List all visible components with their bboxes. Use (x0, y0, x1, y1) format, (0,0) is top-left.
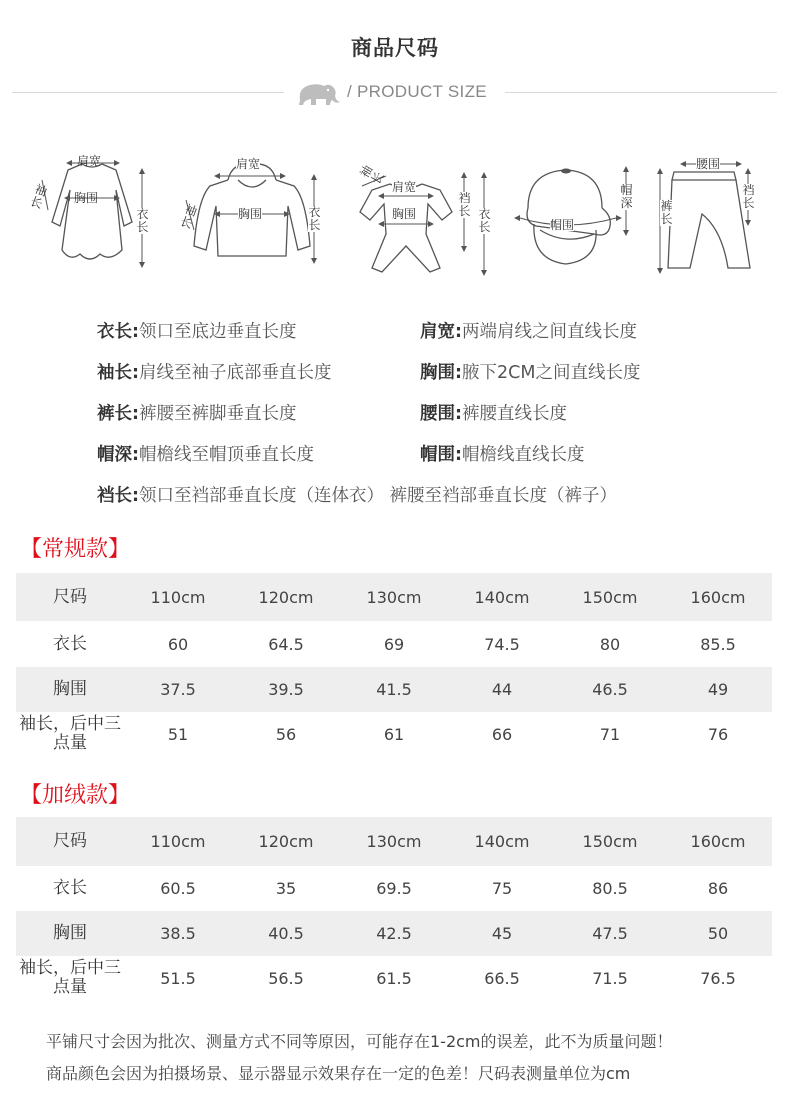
table-cell: 51 (167, 724, 189, 744)
divider-right (505, 92, 777, 93)
definition-item: 衣长:领口至底边垂直长度 (97, 322, 297, 342)
definition-item: 裤长:裤腰至裤脚垂直长度 (97, 404, 297, 424)
table-cell: 胸围 (53, 679, 87, 699)
dress-diagram (30, 150, 165, 280)
table-header-cell: 尺码 (53, 586, 87, 607)
table-cell: 60 (167, 634, 189, 654)
table-cell: 42.5 (376, 924, 412, 943)
pants-waist-label: 腰围 (696, 157, 721, 171)
table-row (16, 712, 772, 756)
fleece-size-table (16, 817, 772, 1000)
table-cell: 66.5 (484, 968, 520, 988)
table-cell: 39.5 (268, 680, 304, 699)
table-cell: 66 (491, 724, 513, 744)
table-cell: 胸围 (53, 923, 87, 943)
table-cell: 46.5 (592, 680, 628, 699)
table-cell: 69 (383, 634, 405, 654)
romper-shoulder-label: 肩宽 (392, 180, 417, 194)
table-cell: 衣长 (53, 878, 87, 898)
table-cell: 47.5 (592, 924, 628, 943)
table-header-cell: 110cm (150, 832, 206, 851)
table-cell: 76 (707, 724, 729, 744)
table-header-cell: 150cm (582, 832, 638, 851)
table-cell: 38.5 (160, 924, 196, 943)
hoodie-chest-label: 胸围 (238, 207, 263, 221)
divider-left (12, 92, 284, 93)
table-header-cell: 160cm (690, 832, 746, 851)
table-cell: 80.5 (592, 879, 628, 898)
definition-item: 胸围:腋下2CM之间直线长度 (420, 363, 641, 383)
elephant-icon (296, 80, 342, 106)
table-cell: 35 (275, 879, 297, 898)
measurement-diagrams (0, 140, 790, 290)
table-cell: 80 (599, 634, 621, 654)
table-cell: 56.5 (268, 968, 304, 988)
table-cell: 50 (707, 924, 729, 943)
table-row (16, 866, 772, 911)
hoodie-length-label: 衣长 (308, 205, 321, 232)
table-row (16, 667, 772, 712)
table-header-cell: 140cm (474, 832, 530, 851)
table-cell: 69.5 (376, 879, 412, 898)
table-header-cell: 尺码 (53, 831, 87, 851)
table-cell: 40.5 (268, 924, 304, 943)
table-header-cell: 130cm (366, 587, 422, 607)
table-cell: 衣长 (53, 633, 87, 654)
table-cell: 44 (491, 680, 513, 699)
definition-item: 帽围:帽檐线直线长度 (420, 445, 585, 465)
hat-circumference-label: 帽围 (550, 218, 575, 232)
pants-length-label: 裤长 (660, 199, 673, 226)
pants-diagram (652, 150, 772, 280)
dress-shoulder-label: 肩宽 (77, 154, 102, 168)
page-title: 商品尺码 (351, 36, 439, 60)
table-cell: 61 (383, 724, 405, 744)
table-cell: 76.5 (700, 968, 736, 988)
table-row (16, 911, 772, 956)
table-cell: 86 (707, 879, 729, 898)
table-header-cell: 140cm (474, 587, 530, 607)
table-cell: 75 (491, 879, 513, 898)
table-cell: 41.5 (376, 680, 412, 699)
definition-item: 肩宽:两端肩线之间直线长度 (420, 322, 637, 342)
table-header-cell: 120cm (258, 587, 314, 607)
regular-section-title: 【常规款】 (20, 537, 131, 562)
table-cell: 49 (707, 680, 729, 699)
table-cell: 51.5 (160, 968, 196, 988)
hat-illustration (510, 150, 640, 280)
table-row (16, 956, 772, 1000)
table-cell: 56 (275, 724, 297, 744)
subtitle-row (0, 80, 790, 106)
disclaimer-note: 平铺尺寸会因为批次、测量方式不同等原因，可能存在1-2cm的误差，此不为质量问题！ (46, 1032, 673, 1051)
table-header-cell: 130cm (366, 832, 422, 851)
table-header-cell: 160cm (690, 587, 746, 607)
table-cell: 64.5 (268, 634, 304, 654)
hat-depth-label: 帽深 (620, 183, 633, 210)
table-cell: 37.5 (160, 680, 196, 699)
table-cell: 71 (599, 724, 621, 744)
pants-crotch-label: 裆长 (742, 183, 755, 210)
fleece-section-title: 【加绒款】 (20, 783, 131, 808)
hoodie-diagram (180, 150, 330, 280)
table-header-cell: 150cm (582, 587, 638, 607)
table-row (16, 621, 772, 667)
romper-crotch-label: 裆长 (458, 191, 471, 218)
dress-length-label: 衣长 (136, 207, 149, 234)
table-cell: 85.5 (700, 634, 736, 654)
page-subtitle: / PRODUCT SIZE (347, 82, 487, 101)
definition-item: 袖长:肩线至袖子底部垂直长度 (97, 363, 332, 383)
romper-diagram (352, 150, 502, 280)
dress-sleeve-label: 袖长 (28, 181, 49, 212)
definition-item: 裆长:领口至裆部垂直长度（连体衣） 裤腰至裆部垂直长度（裤子） (97, 486, 618, 506)
romper-length-label: 衣长 (478, 207, 491, 234)
table-cell: 袖长，后中三点量 (19, 714, 121, 753)
table-header-cell: 110cm (150, 587, 206, 607)
hat-diagram (510, 150, 640, 280)
table-header-cell: 120cm (258, 832, 314, 851)
definition-item: 腰围:裤腰直线长度 (420, 404, 567, 424)
table-cell: 60.5 (160, 879, 196, 898)
regular-size-table (16, 573, 772, 753)
table-cell: 袖长，后中三点量 (19, 958, 121, 997)
table-header-row (16, 817, 772, 866)
hoodie-shoulder-label: 肩宽 (236, 157, 261, 171)
table-cell: 45 (491, 924, 513, 943)
definition-item: 帽深:帽檐线至帽顶垂直长度 (97, 445, 314, 465)
color-note: 商品颜色会因为拍摄场景、显示器显示效果存在一定的色差！尺码表测量单位为cm (46, 1064, 631, 1083)
romper-sleeve-label: 袖长 (357, 162, 387, 187)
table-cell: 71.5 (592, 968, 628, 988)
hoodie-sleeve-label: 袖长 (178, 201, 199, 232)
romper-chest-label: 胸围 (392, 207, 417, 221)
table-header-row (16, 573, 772, 621)
table-cell: 61.5 (376, 968, 412, 988)
dress-chest-label: 胸围 (74, 191, 99, 205)
table-cell: 74.5 (484, 634, 520, 654)
